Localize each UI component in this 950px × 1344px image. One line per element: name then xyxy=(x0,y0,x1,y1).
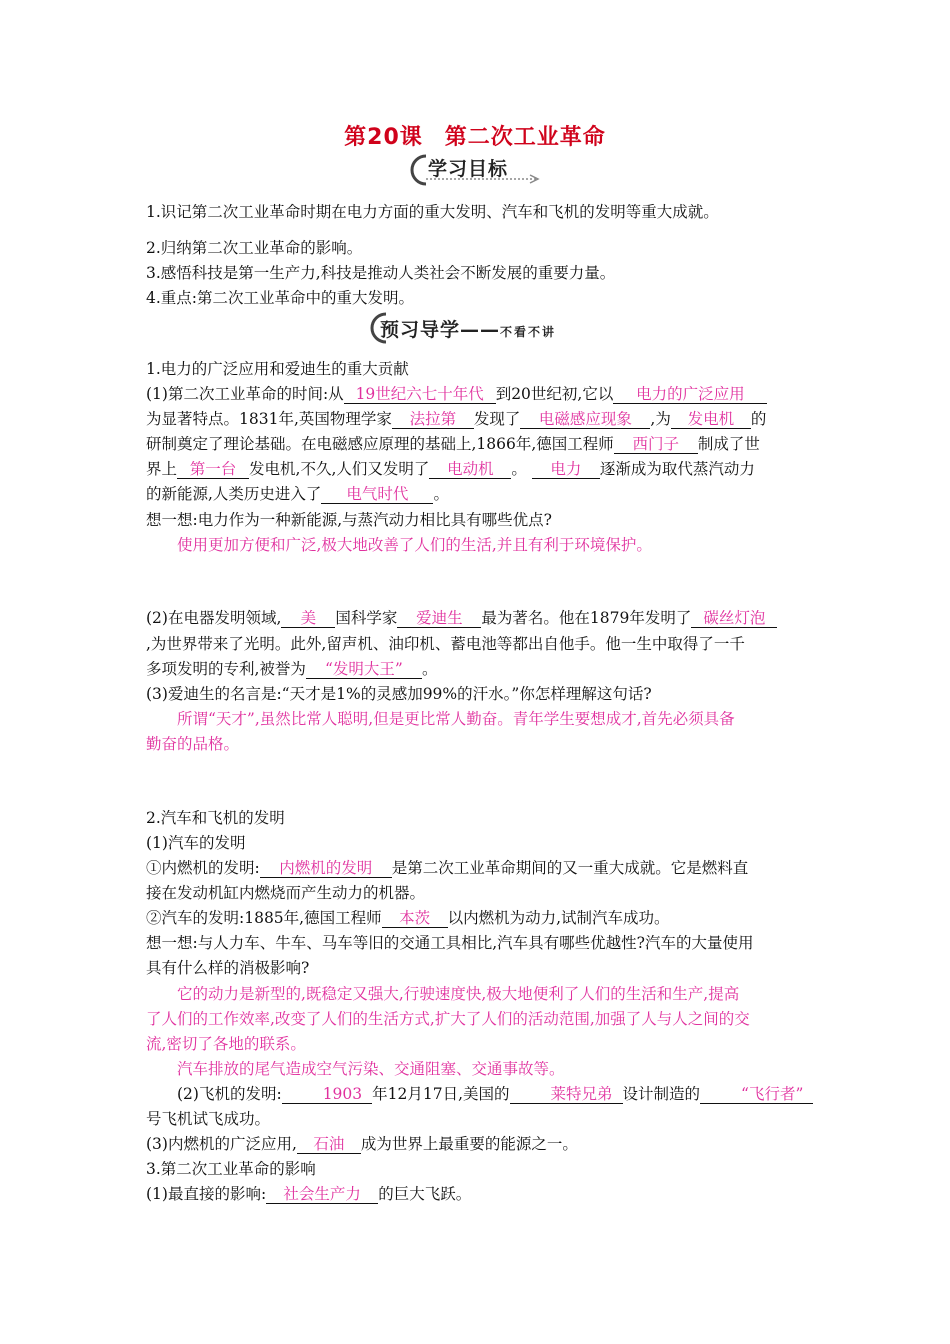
answer-blank: “飞行者” xyxy=(700,1085,813,1104)
answer-blank: 内燃机的发明 xyxy=(260,859,392,878)
answer-blank: 第一台 xyxy=(177,460,249,479)
answer-blank: 1903 xyxy=(282,1085,372,1104)
text-line: (1)第二次工业革命的时间:从 19世纪六七十年代 到20世纪初,它以 电力的广泛应用 xyxy=(146,382,816,407)
goal-item: 1.识记第二次工业革命时期在电力方面的重大发明、汽车和飞机的发明等重大成就。 xyxy=(146,203,719,221)
answer-text: 了人们的工作效率,改变了人们的生活方式,扩大了人们的活动范围,加强了人与人之间的交 xyxy=(146,1010,750,1028)
answer-text: 使用更加方便和广泛,极大地改善了人们的生活,并且有利于环境保护。 xyxy=(177,536,652,554)
question: 想一想:与人力车、牛车、马车等旧的交通工具相比,汽车具有哪些优越性?汽车的大量使用 xyxy=(146,934,754,952)
answer-blank: 碳丝灯泡 xyxy=(691,609,777,628)
answer-text: 它的动力是新型的,既稳定又强大,行驶速度快,极大地便利了人们的生活和生产,提高 xyxy=(177,985,740,1003)
text-line: 研制奠定了理论基础。在电磁感应原理的基础上,1866年,德国工程师 西门子 制成了世 xyxy=(146,435,760,453)
answer-blank: 电动机 xyxy=(429,460,511,479)
text-line: 为显著特点。1831年,英国物理学家 法拉第 发现了 电磁感应现象 ,为 发电机 的 xyxy=(146,410,767,428)
answer-blank: 电磁感应现象 xyxy=(520,410,650,429)
answer-text: 所谓“天才”,虽然比常人聪明,但是更比常人勤奋。青年学生要想成才,首先必须具备 xyxy=(177,710,735,728)
question: 想一想:电力作为一种新能源,与蒸汽动力相比具有哪些优点? xyxy=(146,511,552,529)
section-heading: 2.汽车和飞机的发明 xyxy=(146,809,285,827)
page-title xyxy=(0,120,950,151)
section-heading: 1.电力的广泛应用和爱迪生的重大贡献 xyxy=(146,360,409,378)
answer-blank: 西门子 xyxy=(614,435,698,454)
question: 具有什么样的消极影响? xyxy=(146,959,310,977)
badge-title: 预习导学——不看不讲 xyxy=(380,319,557,341)
text-line: 多项发明的专利,被誉为 “发明大王” 。 xyxy=(146,660,438,678)
text-line: ,为世界带来了光明。此外,留声机、油印机、蓄电池等都出自他手。他一生中取得了一千 xyxy=(146,635,745,653)
answer-blank: 社会生产力 xyxy=(266,1185,378,1204)
text-line: 号飞机试飞成功。 xyxy=(146,1110,271,1128)
text-line: (2)飞机的发明: 1903 年12月17日,美国的 莱特兄弟 设计制造的 “飞行者” xyxy=(146,1082,816,1107)
text-line: (3)内燃机的广泛应用, 石油 成为世界上最重要的能源之一。 xyxy=(146,1135,578,1153)
lesson-number: 第20课 xyxy=(344,125,423,150)
text-line: (2)在电器发明领域, 美 国科学家 爱迪生 最为著名。他在1879年发明了 碳丝灯泡 xyxy=(146,606,816,631)
text-line: 的新能源,人类历史进入了 电气时代 。 xyxy=(146,485,449,503)
preview-study-badge xyxy=(368,310,588,346)
answer-blank: 电气时代 xyxy=(321,485,433,504)
goal-item: 3.感悟科技是第一生产力,科技是推动人类社会不断发展的重要力量。 xyxy=(146,264,616,282)
sub-heading: (1)汽车的发明 xyxy=(146,834,246,852)
answer-blank: 本茨 xyxy=(382,909,448,928)
answer-blank: 电力的广泛应用 xyxy=(613,385,767,404)
learning-goals-badge xyxy=(410,152,545,188)
answer-blank: 19世纪六七十年代 xyxy=(344,385,496,404)
badge-title: 学习目标 xyxy=(428,158,509,180)
answer-blank: 法拉第 xyxy=(392,410,474,429)
answer-blank: 美 xyxy=(281,609,335,628)
text-line: (1)最直接的影响: 社会生产力 的巨大飞跃。 xyxy=(146,1185,472,1203)
lesson-name: 第二次工业革命 xyxy=(444,125,606,150)
goal-item: 4.重点:第二次工业革命中的重大发明。 xyxy=(146,289,415,307)
answer-blank: 电力 xyxy=(532,460,600,479)
answer-text: 流,密切了各地的联系。 xyxy=(146,1035,306,1053)
section-heading: 3.第二次工业革命的影响 xyxy=(146,1160,316,1178)
answer-blank: 莱特兄弟 xyxy=(510,1085,623,1104)
answer-text: 勤奋的品格。 xyxy=(146,735,240,753)
question: (3)爱迪生的名言是:“天才是1%的灵感加99%的汗水。”你怎样理解这句话? xyxy=(146,685,652,703)
text-line: ②汽车的发明:1885年,德国工程师 本茨 以内燃机为动力,试制汽车成功。 xyxy=(146,909,670,927)
answer-blank: 爱迪生 xyxy=(397,609,481,628)
text-line: 接在发动机缸内燃烧而产生动力的机器。 xyxy=(146,884,426,902)
answer-blank: 发电机 xyxy=(671,410,751,429)
goal-item: 2.归纳第二次工业革命的影响。 xyxy=(146,239,363,257)
answer-blank: 石油 xyxy=(297,1135,361,1154)
answer-blank: “发明大王” xyxy=(306,660,422,679)
text-line: ①内燃机的发明: 内燃机的发明 是第二次工业革命期间的又一重大成就。它是燃料直 xyxy=(146,859,749,877)
text-line: 界上 第一台 发电机,不久,人们又发明了 电动机 。 电力 逐渐成为取代蒸汽动力 xyxy=(146,460,755,478)
answer-text: 汽车排放的尾气造成空气污染、交通阻塞、交通事故等。 xyxy=(177,1060,565,1078)
